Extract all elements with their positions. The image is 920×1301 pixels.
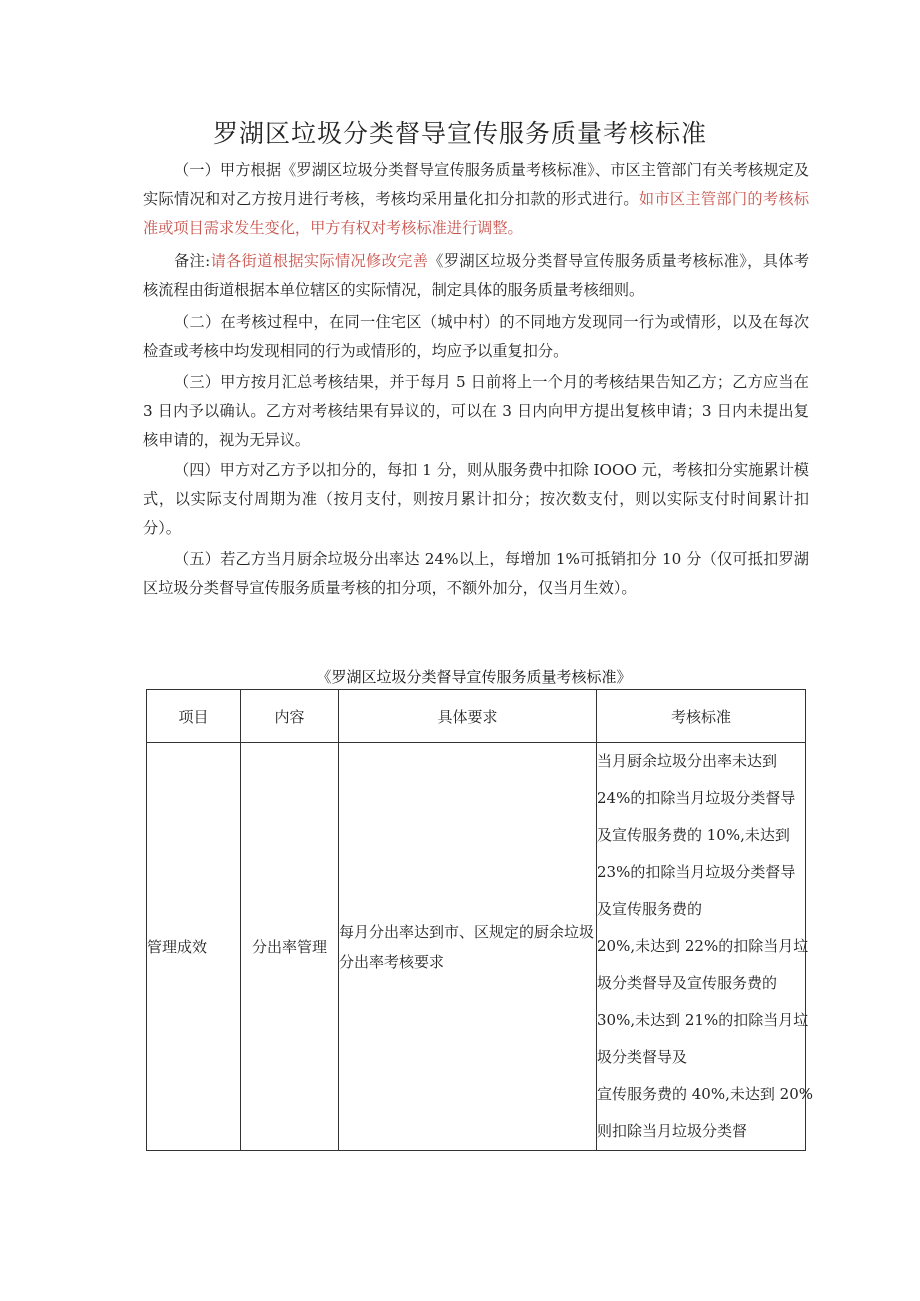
standard-line: 及宣传服务费的 [597, 900, 703, 918]
standard-line: 及宣传服务费的 10%,未达到 [597, 826, 790, 844]
paragraph-1-text: （一）甲方根据《罗湖区垃圾分类督导宣传服务质量考核标准》、市区主管部门有关考核规定及实际情况和对乙方按月进行考核，考核均采用量化扣分扣款的形式进行。 [143, 161, 809, 208]
paragraph-4: （四）甲方对乙方予以扣分的，每扣 1 分，则从服务费中扣除 IOOO 元，考核扣分实施累计模式，以实际支付周期为准（按月支付，则按月累计扣分；按次数支付，则以实际支付时间累计扣分）。 [143, 461, 809, 537]
cell-item: 管理成效 [147, 743, 241, 1151]
paragraph-1-note: 如市区主管部门的考核标准或项目需求发生变化，甲方有权对考核标准进行调整。 [143, 190, 810, 237]
standard-line: 24%的扣除当月垃圾分类督导 [597, 789, 796, 807]
standard-line: 当月厨余垃圾分出率未达到 [597, 752, 778, 770]
header-item: 项目 [147, 690, 241, 743]
standard-line: 圾分类督导及 [597, 1048, 688, 1066]
header-content: 内容 [241, 690, 339, 743]
standard-line: 20%,未达到 22%的扣除当月垃 [597, 937, 809, 955]
paragraph-3: （三）甲方按月汇总考核结果，并于每月 5 日前将上一个月的考核结果告知乙方；乙方应当在 3 日内予以确认。乙方对考核结果有异议的，可以在 3 日内向甲方提出复核申请；3 日内未提出复核申请的，视为无异议。 [143, 373, 809, 449]
header-standard: 考核标准 [597, 690, 806, 743]
paragraph-2: （二）在考核过程中，在同一住宅区（城中村）的不同地方发现同一行为或情形，以及在每次检查或考核中均发现相同的行为或情形的，均应予以重复扣分。 [143, 313, 809, 360]
cell-standard [597, 743, 813, 1151]
remark-red-text: 请各街道根据实际情况修改完善 [210, 252, 429, 270]
standard-line: 30%,未达到 21%的扣除当月垃 [597, 1011, 809, 1029]
paragraph-remark [143, 247, 809, 305]
assessment-table [146, 689, 813, 1151]
remark-text: 《罗湖区垃圾分类督导宣传服务质量考核标准》，具体考核流程由街道根据本单位辖区的实际情况，制定具体的服务质量考核细则。 [143, 252, 810, 299]
paragraph-1 [143, 156, 809, 243]
table-header-row [147, 690, 806, 743]
remark-prefix: 备注: [174, 252, 211, 270]
standard-line: 圾分类督导及宣传服务费的 [597, 974, 778, 992]
page-title: 罗湖区垃圾分类督导宣传服务质量考核标准 [212, 119, 707, 148]
standard-line: 宣传服务费的 40%,未达到 20% [597, 1085, 813, 1103]
table-caption: 《罗湖区垃圾分类督导宣传服务质量考核标准》 [316, 668, 632, 686]
cell-requirement: 每月分出率达到市、区规定的厨余垃圾分出率考核要求 [339, 743, 597, 1151]
cell-content: 分出率管理 [241, 743, 339, 1151]
table-row [147, 743, 806, 1151]
standard-line: 23%的扣除当月垃圾分类督导 [597, 863, 796, 881]
standard-line: 则扣除当月垃圾分类督 [597, 1122, 748, 1140]
paragraph-5: （五）若乙方当月厨余垃圾分出率达 24%以上，每增加 1%可抵销扣分 10 分（仅可抵扣罗湖区垃圾分类督导宣传服务质量考核的扣分项，不额外加分，仅当月生效）。 [143, 550, 809, 597]
header-requirement: 具体要求 [339, 690, 597, 743]
